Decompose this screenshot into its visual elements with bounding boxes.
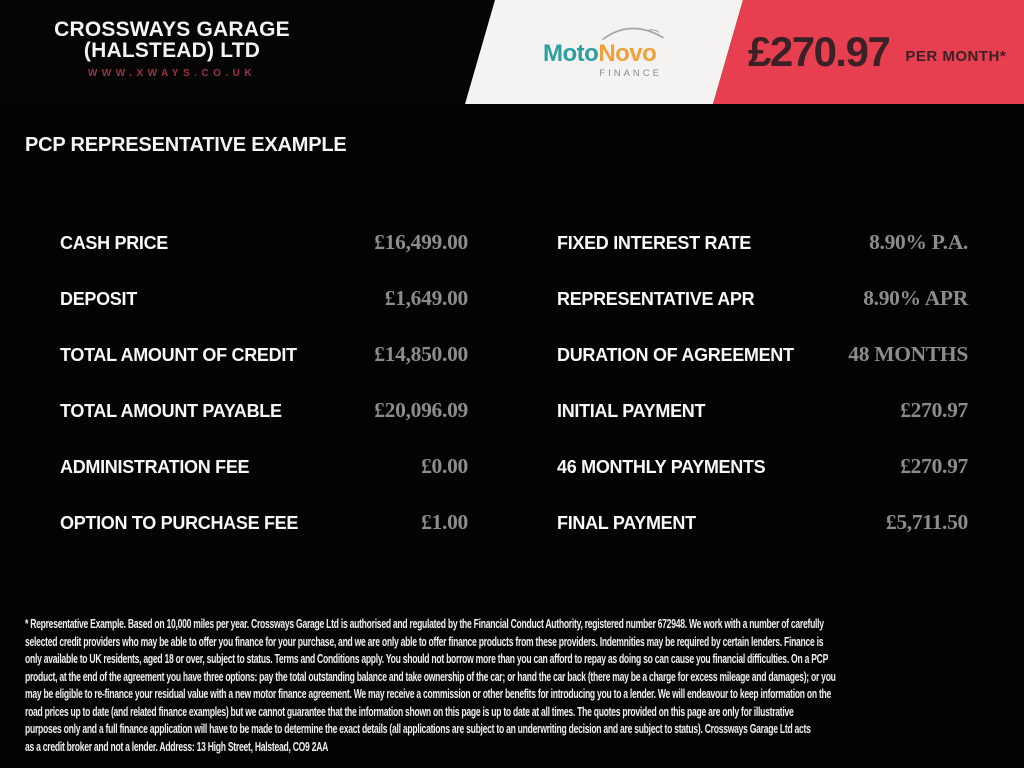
finance-row-option-to-purchase-fee	[60, 496, 468, 552]
disclaimer-line: as a credit broker and not a lender. Address: 13 High Street, Halstead, CO9 2AA	[25, 738, 329, 754]
finance-value: £5,711.50	[885, 510, 968, 534]
finance-label: DURATION OF AGREEMENT	[557, 345, 794, 365]
finance-row-deposit	[60, 272, 468, 328]
page-title: PCP REPRESENTATIVE EXAMPLE	[25, 134, 347, 156]
disclaimer-line: product, at the end of the agreement you have three options: pay the total outstanding balance and take ownership of the car; or hand the car back (there may be a charge for excess mileage and damages); or you	[25, 668, 836, 684]
disclaimer-line: * Representative Example. Based on 10,000 miles per year. Crossways Garage Ltd is authorised and regulated by the Financial Conduct Authority, registered number 672948. We work with a number of carefully	[25, 616, 824, 631]
finance-row-initial-payment	[557, 384, 968, 440]
finance-value: 8.90% P.A.	[869, 230, 968, 254]
finance-value: £0.00	[421, 454, 468, 478]
finance-row-representative-apr	[557, 272, 968, 328]
finance-label: INITIAL PAYMENT	[557, 401, 706, 421]
disclaimer-line: selected credit providers who may be able to offer you finance for your purchase, and we are only able to offer finance products from these providers. Indemnities may be required by certain lenders. Finance is	[25, 633, 824, 649]
finance-table-left-column	[60, 216, 468, 552]
dealer-name-line1: CROSSWAYS GARAGE	[54, 18, 290, 41]
price-amount: £270.97	[748, 28, 890, 75]
dealer-name-line2: (HALSTEAD) LTD	[83, 39, 261, 62]
finance-row-total-credit	[60, 328, 468, 384]
finance-value: £1.00	[421, 510, 468, 534]
car-swoosh-icon	[601, 26, 665, 41]
header-banner	[0, 0, 1024, 104]
finance-table	[60, 216, 968, 552]
finance-label: FIXED INTEREST RATE	[557, 233, 751, 253]
finance-value: 48 MONTHS	[848, 342, 968, 366]
finance-value: 8.90% APR	[863, 286, 968, 310]
finance-label: TOTAL AMOUNT OF CREDIT	[60, 345, 297, 365]
finance-table-right-column	[557, 216, 968, 552]
finance-value: £270.97	[900, 398, 968, 422]
finance-value: £1,649.00	[384, 286, 468, 310]
finance-label: OPTION TO PURCHASE FEE	[60, 513, 299, 533]
finance-value: £270.97	[900, 454, 968, 478]
finance-label: CASH PRICE	[60, 233, 169, 253]
disclaimer-line: only available to UK residents, aged 18 or over, subject to status. Terms and Conditions apply. You should not borrow more than you can afford to repay as doing so can cause you financial difficulties. On a PCP	[25, 651, 829, 666]
disclaimer-line: may be eligible to re-finance your residual value with a new motor finance agreement. We may receive a commission or other benefits for introducing you to a lender. We will endeavour to keep information on the	[25, 686, 832, 701]
dealer-website: WWW.XWAYS.CO.UK	[87, 68, 257, 79]
price-suffix: PER MONTH*	[905, 48, 1007, 65]
finance-row-cash-price	[60, 216, 468, 272]
finance-value: £16,499.00	[374, 230, 468, 254]
disclaimer	[25, 615, 1020, 755]
finance-label: FINAL PAYMENT	[557, 513, 696, 533]
finance-label: ADMINISTRATION FEE	[60, 457, 250, 477]
finance-label: 46 MONTHLY PAYMENTS	[557, 457, 766, 477]
finance-row-final-payment	[557, 496, 968, 552]
dealer-logo	[38, 19, 306, 79]
finance-row-duration	[557, 328, 968, 384]
finance-row-admin-fee	[60, 440, 468, 496]
finance-row-total-payable	[60, 384, 468, 440]
brand-part-novo: Novo	[598, 40, 657, 67]
finance-value: £14,850.00	[374, 342, 468, 366]
disclaimer-line: purposes only and a full finance application will have to be made to determine the exact details (all applications are subject to an underwriting decision and are subject to status). Crossways Garage Ltd acts	[25, 721, 811, 736]
finance-label: DEPOSIT	[60, 289, 137, 309]
disclaimer-line: road prices up to date (and related finance examples) but we cannot guarantee that the information shown on this page is up to date at all times. The quotes provided on this page are only for illustrative	[25, 703, 794, 719]
finance-row-fixed-interest-rate	[557, 216, 968, 272]
finance-value: £20,096.09	[374, 398, 468, 422]
monthly-price	[748, 28, 1007, 75]
brand-subtitle: FINANCE	[599, 68, 662, 79]
finance-row-monthly-payments	[557, 440, 968, 496]
motonovo-wordmark	[543, 41, 663, 66]
finance-label: TOTAL AMOUNT PAYABLE	[60, 401, 282, 421]
motonovo-logo	[543, 26, 663, 79]
brand-part-moto: Moto	[543, 40, 599, 67]
finance-label: REPRESENTATIVE APR	[557, 289, 755, 309]
